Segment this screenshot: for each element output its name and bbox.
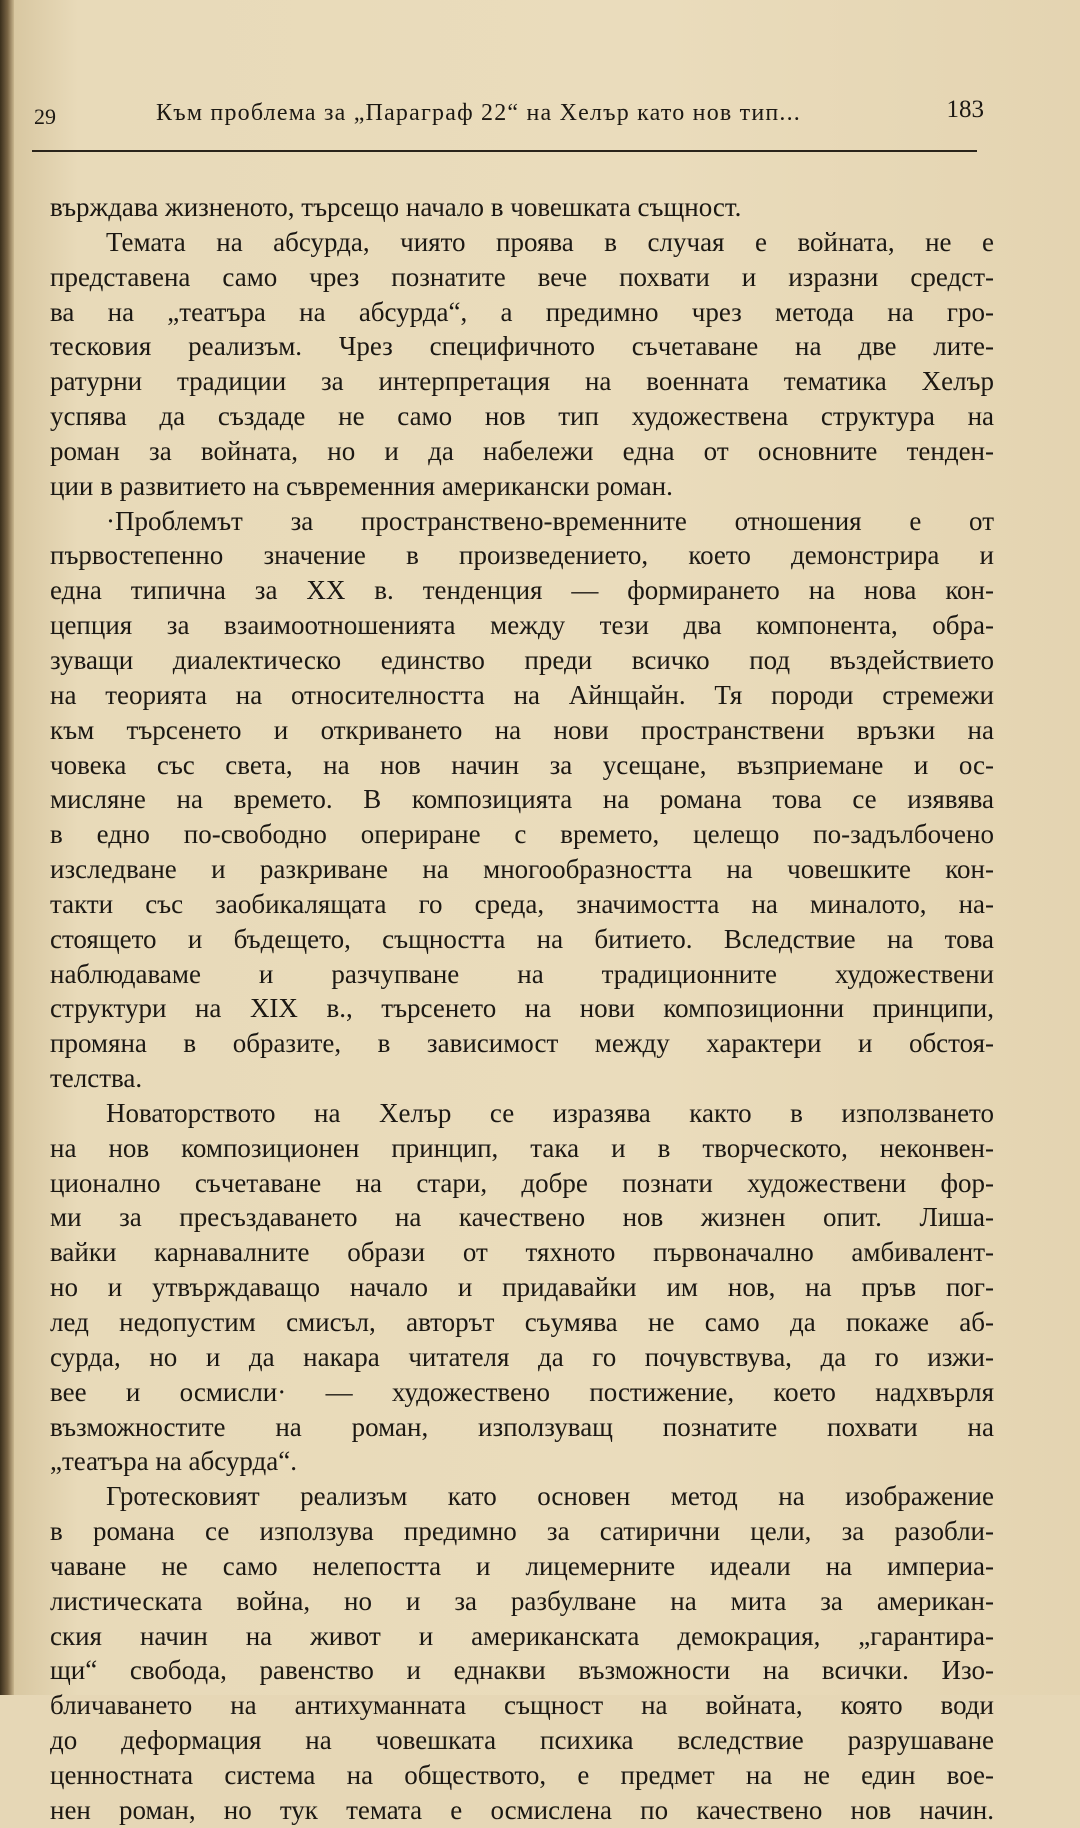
text-line: изследване и разкриване на многообразността на човешките кон-	[50, 854, 994, 885]
text-line: стоящето и бъдещето, същността на битието. Вследствие на това	[50, 923, 994, 954]
text-line: ции в развитието на съвременния американски роман.	[50, 470, 673, 501]
text-line: в романа се използува предимно за сатирични цели, за разобли-	[50, 1516, 994, 1547]
text-line: до деформация на човешката психика вследствие разрушаване	[50, 1725, 994, 1756]
text-line: цепция за взаимоотношенията между тези два компонента, обра-	[50, 610, 994, 641]
text-line: на теорията на относителността на Айнщайн. Тя породи стремежи	[50, 679, 994, 710]
text-line: Новаторството на Хелър се изразява както в използването	[106, 1097, 994, 1128]
text-line: човека със света, на нов начин за усещане, възприемане и ос-	[50, 749, 994, 780]
text-line: роман за войната, но и да набележи една от основните тенден-	[50, 435, 994, 466]
text-line: нен роман, но тук темата е осмислена по качествено нов начин.	[50, 1794, 994, 1825]
text-line: въpждава жизненото, търсещо начало в човешката същност.	[50, 192, 742, 222]
text-line: първостепенно значение в произведението, което демонстрира и	[50, 540, 994, 571]
text-line: лед недопустим смисъл, авторът съумява не само да покаже аб-	[50, 1307, 994, 1337]
text-line: ми за пресъздаването на качествено нов жизнен опит. Лиша-	[50, 1202, 994, 1233]
text-line: наблюдаваме и разчупване на традиционните художествени	[50, 958, 994, 989]
text-line: структури на XIX в., търсенето на нови композиционни принципи,	[50, 993, 994, 1024]
text-line: бличаването на антихуманната същност на войната, която води	[50, 1690, 994, 1721]
text-line: листическата война, но и за разбулване на мита за американ-	[50, 1585, 994, 1616]
text-line: Гротесковият реализъм като основен метод на изображение	[106, 1481, 994, 1512]
text-line: Темата на абсурда, чиято проява в случая е войната, не е	[106, 226, 994, 257]
page-header	[34, 96, 984, 136]
text-line: вее и осмисли· — художествено постижение, което надхвърля	[50, 1376, 994, 1407]
book-spine-shadow	[0, 0, 14, 1695]
text-line: една типична за XX в. тенденция — формирането на нова кон-	[50, 575, 994, 606]
text-line: ва на „театъра на абсурда“, а предимно чрез метода на гро-	[50, 296, 994, 327]
text-line: ценностната система на обществото, е предмет на не един вое-	[50, 1759, 994, 1790]
text-line: вайки карнавалните образи от тяхното първоначално амбивалент-	[50, 1237, 994, 1268]
text-line: успява да създаде не само нов тип художествена структура на	[50, 401, 994, 432]
text-line: в едно по-свободно опериране с времето, целещо по-задълбочено	[50, 819, 994, 850]
book-page	[14, 0, 1080, 1825]
chapter-number: 29	[34, 104, 56, 129]
text-line: ратурни традиции за интерпретация на военната тематика Хелър	[50, 366, 994, 397]
body-text	[50, 190, 994, 1828]
text-line: тесковия реализъм. Чрез специфичното съчетаване на две лите-	[50, 331, 994, 362]
text-line: сурда, но и да накара читателя да го почувствува, да го изжи-	[50, 1341, 994, 1372]
text-line: телства.	[50, 1063, 143, 1094]
text-line: чаване не само нелепостта и лицемерните идеали на империа-	[50, 1550, 994, 1581]
text-line: възможностите на роман, използуващ познатите похвати на	[50, 1411, 994, 1442]
text-line: такти със заобикалящата го среда, значимостта на миналото, на-	[50, 888, 994, 919]
text-line: представена само чрез познатите вече похвати и изразни средст-	[50, 261, 994, 292]
text-line: ционално съчетаване на стари, добре познати художествени фор-	[50, 1167, 994, 1198]
text-line: мисляне на времето. В композицията на романа това се изявява	[50, 784, 994, 815]
text-line: зуващи диалектическо единство преди всичко под въздействието	[50, 644, 994, 675]
text-line: на нов композиционен принцип, така и в творческото, неконвен-	[50, 1132, 994, 1163]
text-line: щи“ свобода, равенство и еднакви възможности на всички. Изо-	[50, 1655, 994, 1686]
header-rule	[32, 150, 977, 152]
text-line: промяна в образите, в зависимост между характери и обстоя-	[50, 1028, 994, 1059]
text-line: ския начин на живот и американската демокрация, „гарантира-	[50, 1620, 994, 1651]
running-head: Към проблема за „Параграф 22“ на Хелър като нов тип...	[156, 100, 802, 126]
text-line: ·Проблемът за пространствено-временните отношения е от	[106, 505, 994, 536]
text-line: към търсенето и откриването на нови пространствени връзки на	[50, 714, 994, 745]
text-line: „театъра на абсурда“.	[50, 1446, 298, 1477]
text-line: но и утвърждаващо начало и придавайки им нов, на пръв пог-	[50, 1272, 994, 1303]
page-number: 183	[946, 96, 984, 123]
